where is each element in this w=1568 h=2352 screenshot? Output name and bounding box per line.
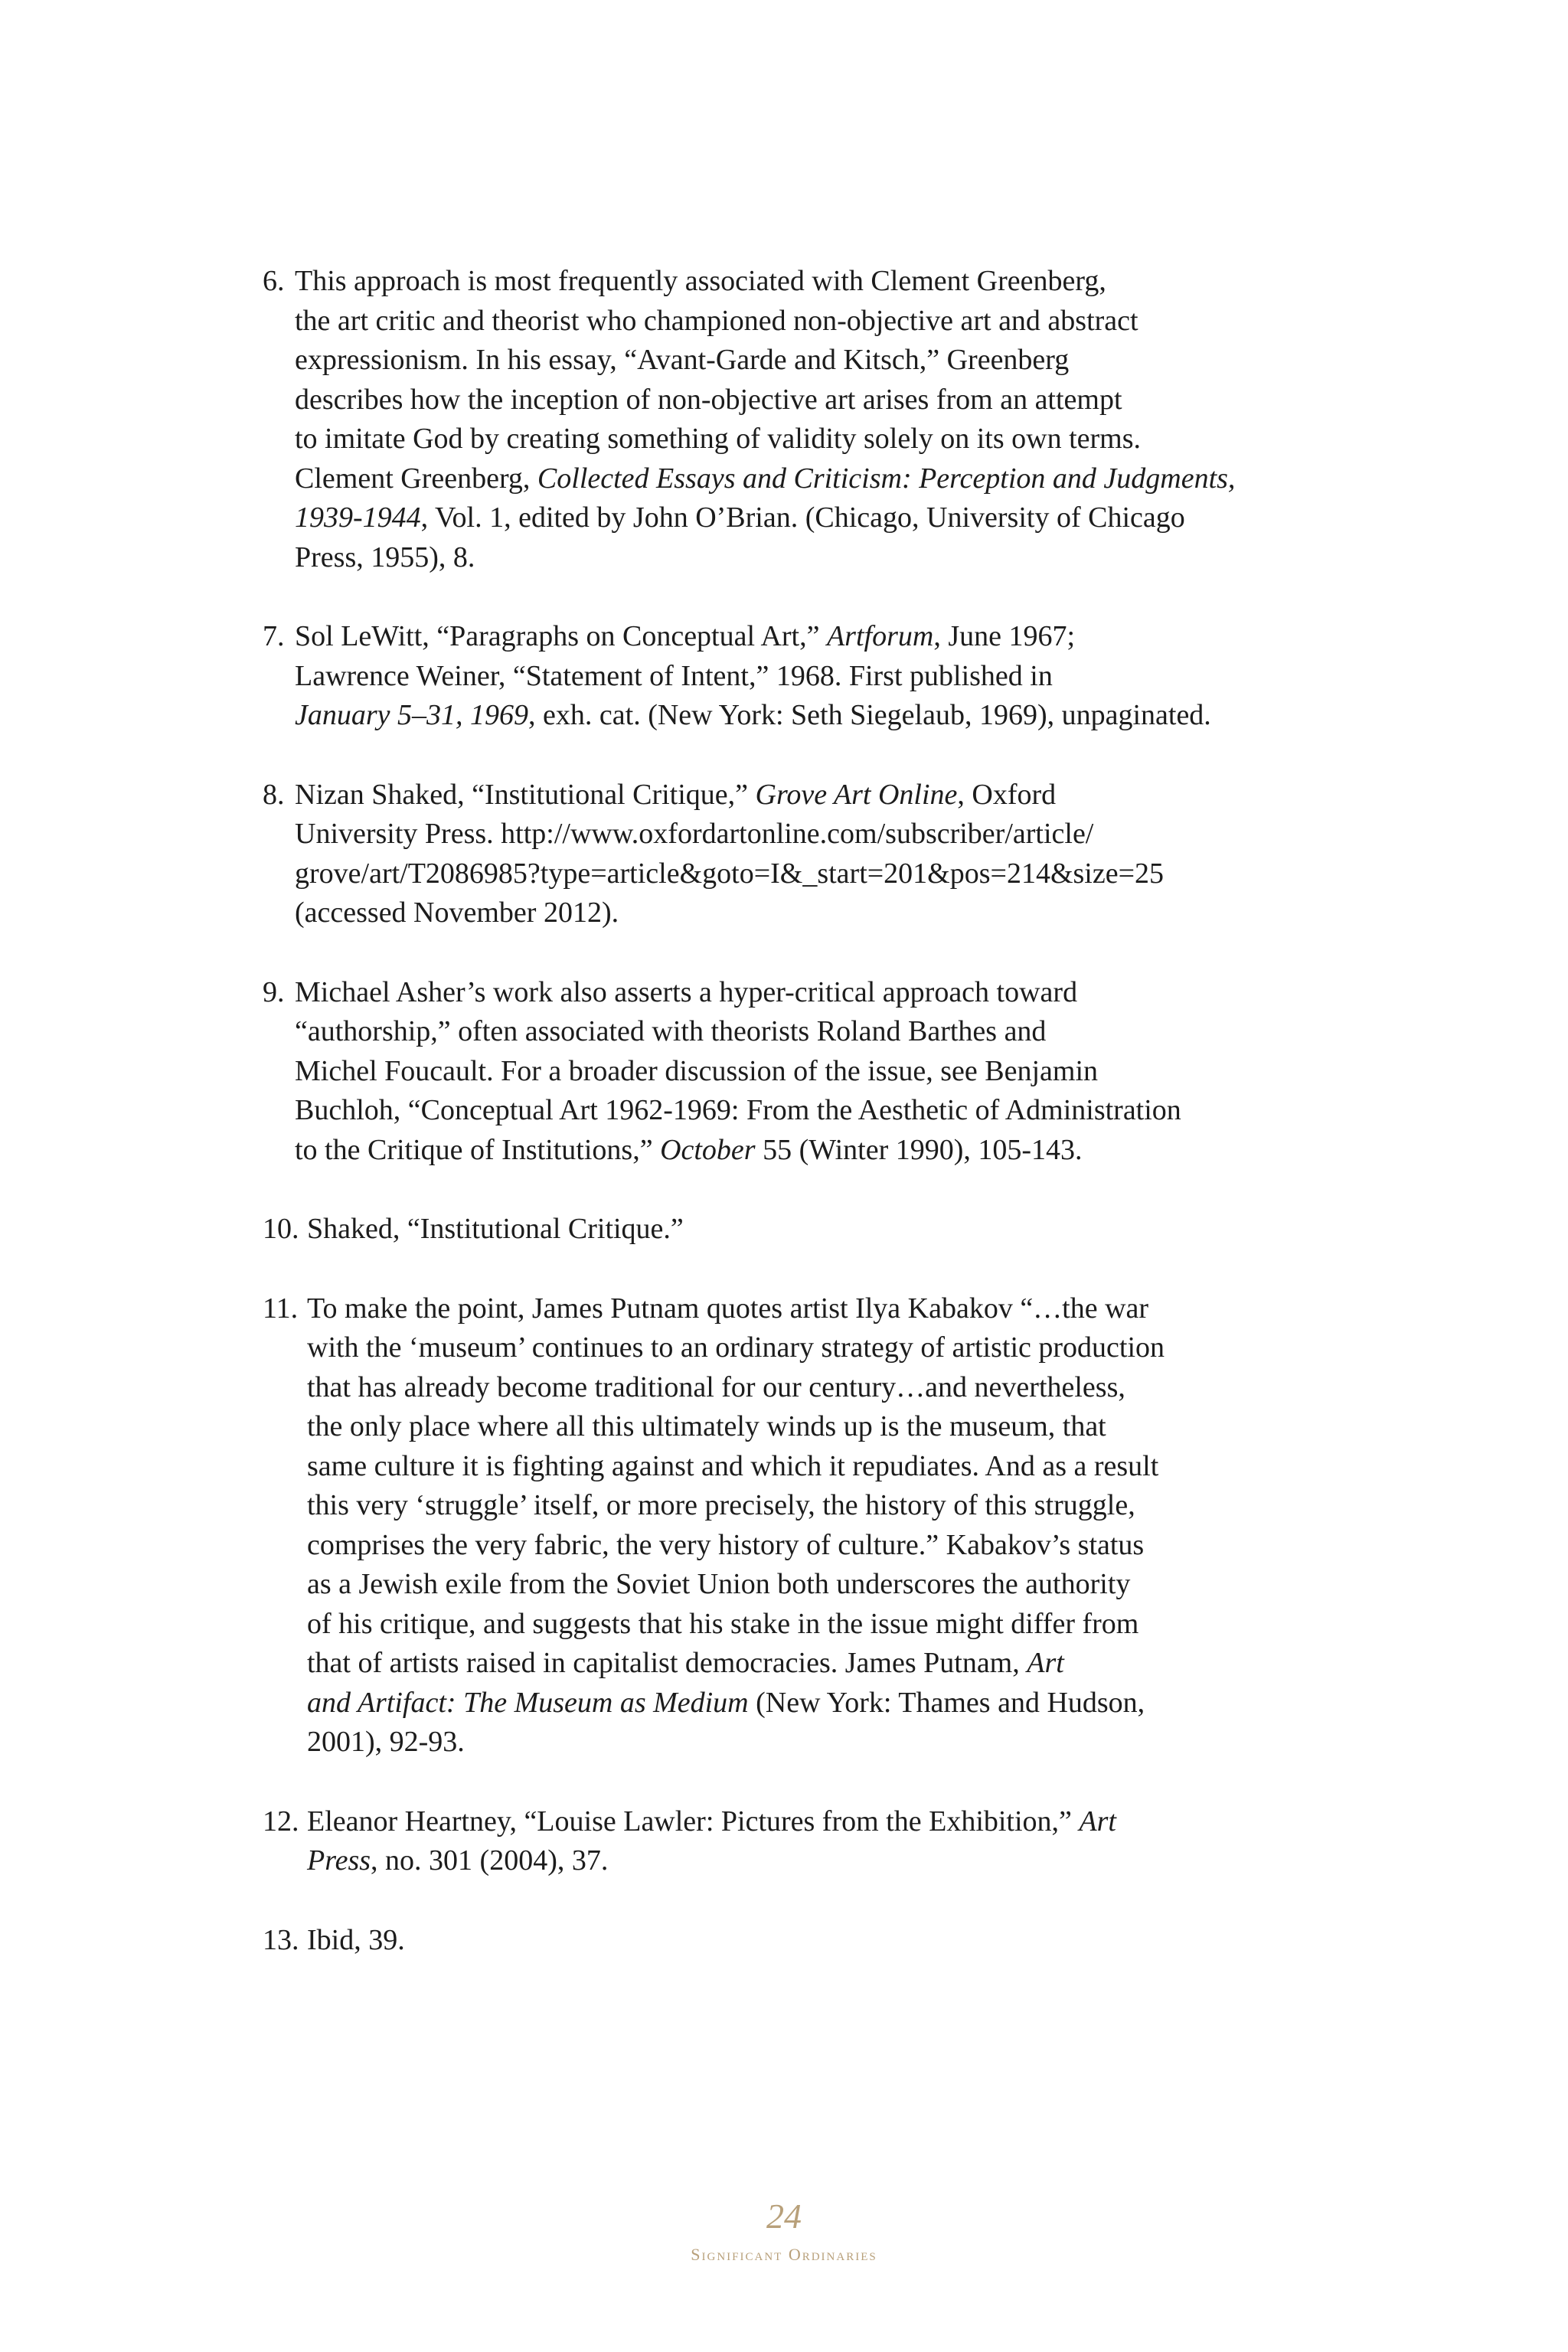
text-run: to imitate God by creating something of validity solely on its own terms.: [295, 423, 1142, 455]
page-number: 24: [766, 2197, 802, 2236]
text-run: that has already become traditional for our century…and nevertheless,: [307, 1370, 1125, 1403]
text-run: that of artists raised in capitalist democracies. James Putnam,: [307, 1647, 1027, 1679]
italic-title: Artforum: [826, 620, 934, 652]
endnote-line: [307, 1368, 1313, 1408]
endnote-line: [295, 1091, 1313, 1131]
text-run: (accessed November 2012).: [295, 897, 619, 929]
endnote-number: 10.: [263, 1213, 299, 1245]
text-run: as a Jewish exile from the Soviet Union both underscores the authority: [307, 1568, 1131, 1600]
text-run: with the ‘museum’ continues to an ordinary strategy of artistic production: [307, 1331, 1165, 1364]
endnote-11: [263, 1289, 1313, 1762]
endnote-line: [307, 1486, 1313, 1526]
endnote-line: [307, 1565, 1313, 1605]
text-run: grove/art/T2086985?type=article&goto=I&_start=201&pos=214&size=25: [295, 857, 1165, 890]
endnote-6: [263, 262, 1313, 577]
text-run: (New York: Thames and Hudson,: [748, 1686, 1145, 1719]
endnote-line: [295, 657, 1313, 697]
endnote-line: [295, 341, 1313, 381]
endnote-line: [295, 854, 1313, 894]
endnote-line: [295, 815, 1313, 854]
endnote-line: [295, 1131, 1313, 1171]
endnote-line: [307, 1210, 1313, 1250]
endnote-line: [307, 1289, 1313, 1329]
endnote-12: [263, 1802, 1313, 1881]
endnote-line: [307, 1644, 1313, 1684]
endnote-line: [307, 1447, 1313, 1487]
running-title: Significant Ordinaries: [691, 2245, 877, 2264]
text-run: University Press. http://www.oxfordartonline.com/subscriber/article/: [295, 818, 1094, 850]
endnote-number: 13.: [263, 1923, 299, 1956]
endnote-number: 6.: [263, 265, 285, 297]
endnote-line: [295, 893, 1313, 933]
text-run: , no. 301 (2004), 37.: [371, 1844, 609, 1877]
text-run: same culture it is fighting against and which it repudiates. And as a result: [307, 1449, 1159, 1482]
text-run: Nizan Shaked, “Institutional Critique,”: [295, 778, 756, 811]
endnote-line: [307, 1407, 1313, 1447]
text-run: , Oxford: [957, 778, 1057, 811]
text-run: Eleanor Heartney, “Louise Lawler: Pictures from the Exhibition,”: [307, 1805, 1080, 1838]
endnote-line: [295, 696, 1313, 736]
endnote-line: [295, 459, 1313, 499]
endnote-number: 9.: [263, 975, 285, 1008]
text-run: expressionism. In his essay, “Avant-Garde and Kitsch,” Greenberg: [295, 344, 1070, 376]
endnote-10: [263, 1210, 1313, 1250]
text-run: to the Critique of Institutions,”: [295, 1133, 661, 1166]
italic-title: Collected Essays and Criticism: Perception and Judgments,: [537, 462, 1236, 495]
endnote-9: [263, 973, 1313, 1171]
endnote-number: 11.: [263, 1292, 299, 1325]
text-run: of his critique, and suggests that his stake in the issue might differ from: [307, 1607, 1139, 1640]
endnote-line: [307, 1328, 1313, 1368]
text-run: Lawrence Weiner, “Statement of Intent,” 1968. First published in: [295, 659, 1053, 692]
text-run: , June 1967;: [933, 620, 1076, 652]
endnote-line: [295, 538, 1313, 578]
endnote-number: 8.: [263, 778, 285, 811]
endnote-line: [307, 1921, 1313, 1961]
endnote-line: [307, 1605, 1313, 1645]
endnote-line: [295, 262, 1313, 302]
text-run: This approach is most frequently associated with Clement Greenberg,: [295, 265, 1106, 297]
text-run: describes how the inception of non-objective art arises from an attempt: [295, 383, 1122, 416]
endnote-line: [295, 617, 1313, 657]
italic-title: October: [660, 1133, 756, 1166]
endnote-line: [307, 1684, 1313, 1723]
italic-title: January 5–31, 1969: [295, 699, 529, 731]
endnote-8: [263, 776, 1313, 933]
endnote-line: [295, 302, 1313, 341]
endnote-13: [263, 1921, 1313, 1961]
endnote-line: [295, 420, 1313, 459]
text-run: comprises the very fabric, the very history of culture.” Kabakov’s status: [307, 1528, 1145, 1561]
text-run: Shaked, “Institutional Critique.”: [307, 1213, 684, 1245]
text-run: Michel Foucault. For a broader discussion of the issue, see Benjamin: [295, 1054, 1099, 1087]
italic-title: 1939-1944: [295, 501, 421, 534]
endnote-line: [307, 1526, 1313, 1566]
text-run: 55 (Winter 1990), 105-143.: [755, 1133, 1083, 1166]
endnote-line: [295, 973, 1313, 1013]
text-run: this very ‘struggle’ itself, or more precisely, the history of this struggle,: [307, 1489, 1135, 1521]
endnote-number: 7.: [263, 620, 285, 652]
text-run: , exh. cat. (New York: Seth Siegelaub, 1969), unpaginated.: [528, 699, 1211, 731]
endnote-number: 12.: [263, 1805, 299, 1838]
text-run: Buchloh, “Conceptual Art 1962-1969: From the Aesthetic of Administration: [295, 1094, 1181, 1126]
text-run: , Vol. 1, edited by John O’Brian. (Chicago, University of Chicago: [420, 501, 1185, 534]
text-run: Clement Greenberg,: [295, 462, 537, 495]
endnote-line: [295, 776, 1313, 815]
endnote-line: [295, 498, 1313, 538]
text-run: “authorship,” often associated with theorists Roland Barthes and: [295, 1015, 1047, 1047]
text-run: To make the point, James Putnam quotes artist Ilya Kabakov “…the war: [307, 1292, 1149, 1325]
endnotes-list: [263, 262, 1313, 2000]
text-run: 2001), 92-93.: [307, 1726, 465, 1758]
text-run: the art critic and theorist who championed non-objective art and abstract: [295, 304, 1138, 337]
text-run: Sol LeWitt, “Paragraphs on Conceptual Art,”: [295, 620, 827, 652]
endnote-line: [307, 1802, 1313, 1842]
text-run: Press, 1955), 8.: [295, 541, 475, 573]
italic-title: Art: [1079, 1805, 1116, 1838]
endnote-line: [307, 1723, 1313, 1762]
text-run: the only place where all this ultimately winds up is the museum, that: [307, 1410, 1106, 1442]
italic-title: Press: [307, 1844, 371, 1877]
endnote-7: [263, 617, 1313, 736]
endnote-line: [295, 1012, 1313, 1052]
italic-title: Art: [1027, 1647, 1064, 1679]
text-run: Michael Asher’s work also asserts a hyper-critical approach toward: [295, 975, 1078, 1008]
endnote-line: [307, 1841, 1313, 1881]
italic-title: Grove Art Online: [755, 778, 958, 811]
text-run: Ibid, 39.: [307, 1923, 405, 1956]
endnote-line: [295, 381, 1313, 420]
italic-title: and Artifact: The Museum as Medium: [307, 1686, 749, 1719]
endnote-line: [295, 1052, 1313, 1092]
